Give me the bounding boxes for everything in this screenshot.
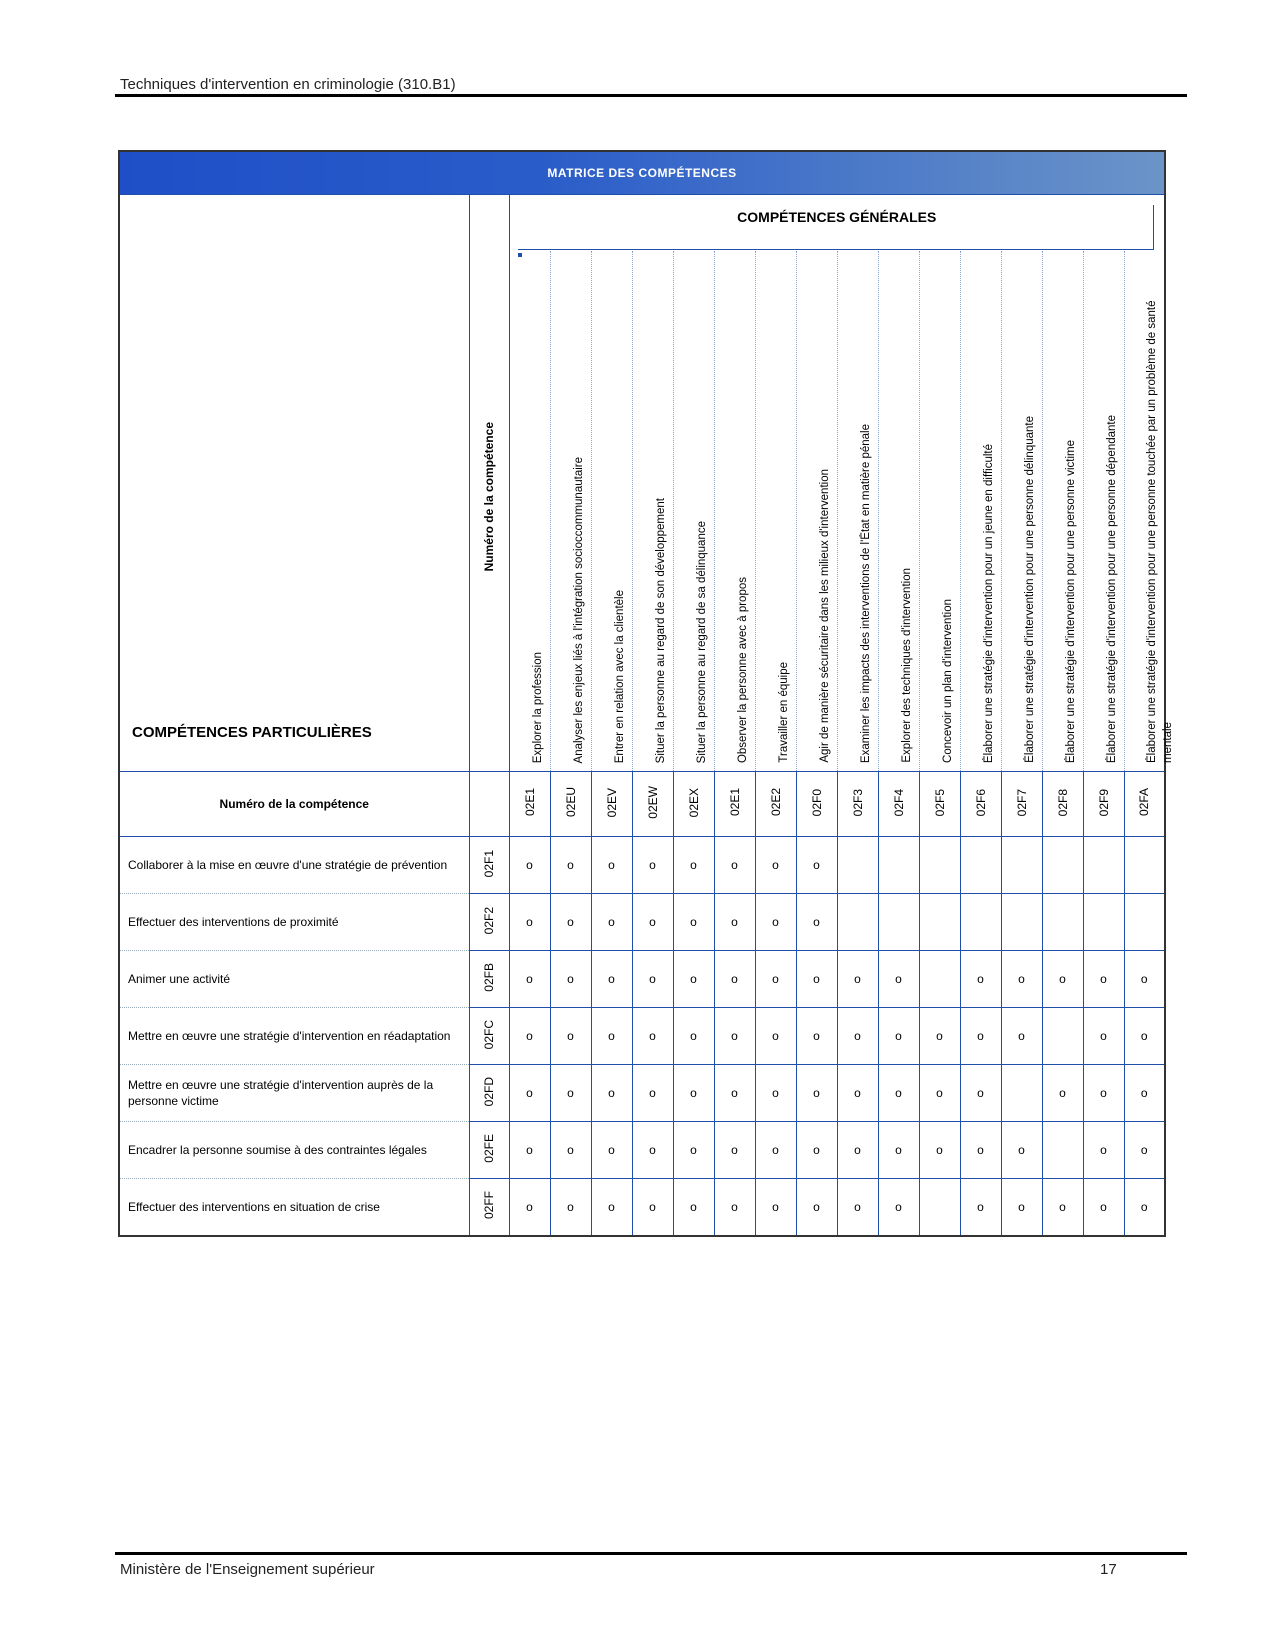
matrix-mark-cell: o [1042,1065,1083,1122]
general-competency-label: Élaborer une stratégie d'intervention pour une personne dépendante [1105,414,1118,763]
particular-competency-code: 02F2 [482,906,496,935]
matrix-mark-cell: o [591,894,632,951]
matrix-mark-cell: o [755,1122,796,1179]
matrix-mark-cell: o [837,1008,878,1065]
particular-competency-code: 02FB [482,963,496,992]
matrix-mark-cell [919,837,960,894]
competency-number-row-label: Numéro de la compétence [119,772,469,837]
matrix-mark-cell: o [714,1179,755,1237]
matrix-mark-cell: o [550,1008,591,1065]
matrix-mark-cell: o [714,1122,755,1179]
matrix-mark-cell: o [755,1179,796,1237]
matrix-mark-cell: o [919,1122,960,1179]
matrix-mark-cell: o [632,894,673,951]
matrix-mark-cell: o [1083,1065,1124,1122]
header-rule [115,94,1187,97]
particular-competency-label: Collaborer à la mise en œuvre d'une stratégie de prévention [119,837,469,894]
matrix-mark-cell [1001,837,1042,894]
general-competency-code-cell [591,772,632,837]
particular-competency-code-cell [469,1065,509,1122]
matrix-mark-cell: o [796,894,837,951]
matrix-mark-cell: o [755,837,796,894]
matrix-mark-cell: o [591,1179,632,1237]
matrix-mark-cell [1124,894,1165,951]
particular-competency-label: Effectuer des interventions de proximité [119,894,469,951]
general-competency-code: 02F5 [932,788,947,817]
matrix-mark-cell: o [755,1065,796,1122]
general-competency-header [1124,251,1175,772]
general-competency-code: 02E1 [727,788,742,817]
matrix-mark-cell [1042,894,1083,951]
matrix-mark-cell: o [632,1008,673,1065]
matrix-mark-cell: o [837,1122,878,1179]
matrix-mark-cell: o [509,894,550,951]
matrix-mark-cell: o [509,1008,550,1065]
matrix-mark-cell: o [714,837,755,894]
matrix-mark-cell: o [714,1008,755,1065]
competency-matrix [118,150,1175,1237]
general-competency-code-cell [632,772,673,837]
matrix-mark-cell: o [1001,1179,1042,1237]
matrix-mark-cell: o [796,837,837,894]
matrix-mark-cell: o [796,951,837,1008]
matrix-mark-cell: o [591,1122,632,1179]
general-competency-code: 02F9 [1096,788,1111,817]
matrix-mark-cell: o [1124,1008,1165,1065]
general-competency-header [714,251,755,772]
general-competency-code: 02F4 [891,788,906,817]
matrix-mark-cell: o [509,1122,550,1179]
matrix-mark-cell [1001,894,1042,951]
general-competency-code: 02F0 [809,788,824,817]
general-competency-header [878,251,919,772]
matrix-mark-cell [837,894,878,951]
particular-competency-code-cell [469,894,509,951]
footer-page-number: 17 [1100,1561,1117,1578]
matrix-mark-cell: o [1001,1122,1042,1179]
table-row [119,894,1165,951]
matrix-mark-cell: o [714,1065,755,1122]
competency-number-empty-cell [469,772,509,837]
matrix-mark-cell: o [755,894,796,951]
matrix-mark-cell: o [1124,951,1165,1008]
particular-competencies-header [119,195,469,772]
matrix-mark-cell: o [878,1122,919,1179]
matrix-mark-cell [1083,894,1124,951]
matrix-mark-cell: o [960,1065,1001,1122]
matrix-mark-cell: o [919,1065,960,1122]
matrix-mark-cell: o [878,1065,919,1122]
general-competency-label: Explorer la profession [531,651,544,763]
general-competency-code-cell [714,772,755,837]
particular-competency-label: Animer une activité [119,951,469,1008]
matrix-mark-cell: o [1001,1008,1042,1065]
particular-competency-label: Mettre en œuvre une stratégie d'intervention en réadaptation [119,1008,469,1065]
matrix-mark-cell: o [509,951,550,1008]
general-competency-label: Agir de manière sécuritaire dans les milieux d'intervention [818,469,831,763]
matrix-mark-cell: o [960,1179,1001,1237]
general-competency-code: 02F8 [1055,788,1070,817]
matrix-mark-cell: o [509,837,550,894]
competency-number-header-label: Numéro de la compétence [482,421,496,571]
matrix-mark-cell: o [919,1008,960,1065]
matrix-mark-cell [1124,837,1165,894]
general-competencies-header [509,195,1165,252]
matrix-mark-cell: o [960,951,1001,1008]
matrix-mark-cell [1001,1065,1042,1122]
matrix-mark-cell: o [591,1065,632,1122]
matrix-mark-cell: o [1001,951,1042,1008]
matrix-mark-cell [919,1179,960,1237]
general-competency-header [837,251,878,772]
general-competency-header [1042,251,1083,772]
particular-competency-label: Effectuer des interventions en situation de crise [119,1179,469,1237]
page-header-title: Techniques d'intervention en criminologie (310.B1) [120,76,456,93]
matrix-mark-cell [1042,1008,1083,1065]
general-competency-code-cell [960,772,1001,837]
general-competency-header [796,251,837,772]
matrix-mark-cell: o [796,1122,837,1179]
general-competency-code-cell [796,772,837,837]
general-competency-label: Observer la personne avec à propos [736,576,749,763]
particular-competency-code-cell [469,1122,509,1179]
general-competency-code-cell [509,772,550,837]
matrix-mark-cell: o [591,1008,632,1065]
particular-competency-code: 02FE [482,1134,496,1163]
general-competency-header [591,251,632,772]
general-competency-header [550,251,591,772]
general-competency-label: Concevoir un plan d'intervention [941,599,954,763]
matrix-mark-cell [1042,837,1083,894]
matrix-mark-cell: o [673,1065,714,1122]
matrix-mark-cell: o [1083,1179,1124,1237]
table-row [119,1065,1165,1122]
general-competency-code: 02EU [563,787,578,818]
matrix-mark-cell: o [714,894,755,951]
general-competency-header [960,251,1001,772]
general-competency-code-cell [1001,772,1042,837]
matrix-mark-cell: o [673,1008,714,1065]
matrix-mark-cell: o [878,1008,919,1065]
particular-competency-label: Encadrer la personne soumise à des contraintes légales [119,1122,469,1179]
table-row [119,951,1165,1008]
matrix-mark-cell: o [796,1008,837,1065]
general-competency-header [632,251,673,772]
general-competency-label: Analyser les enjeux liés à l'intégration socioccommunautaire [572,456,585,763]
matrix-title: MATRICE DES COMPÉTENCES [119,151,1165,195]
matrix-mark-cell: o [1083,1008,1124,1065]
matrix-mark-cell [960,837,1001,894]
general-competency-code-cell [550,772,591,837]
general-competency-code: 02F3 [850,788,865,817]
matrix-mark-cell: o [796,1065,837,1122]
general-competency-label: Travailler en équipe [777,662,790,763]
general-competency-code: 02EW [645,786,660,819]
matrix-mark-cell: o [1124,1065,1165,1122]
competency-number-header [469,195,509,772]
matrix-mark-cell [1042,1122,1083,1179]
matrix-mark-cell: o [1042,1179,1083,1237]
matrix-mark-cell: o [714,951,755,1008]
matrix-mark-cell: o [509,1179,550,1237]
general-competency-code: 02E1 [522,788,537,817]
matrix-mark-cell: o [755,951,796,1008]
matrix-mark-cell [919,951,960,1008]
general-competency-code: 02F6 [973,788,988,817]
general-competency-code: 02F7 [1014,788,1029,817]
matrix-mark-cell: o [550,894,591,951]
matrix-mark-cell: o [755,1008,796,1065]
matrix-mark-cell: o [509,1065,550,1122]
matrix-mark-cell: o [673,894,714,951]
general-competency-label: Élaborer une stratégie d'intervention pour une personne victime [1064,439,1077,763]
matrix-mark-cell: o [1042,951,1083,1008]
general-competency-label: Élaborer une stratégie d'intervention pour un jeune en difficulté [982,443,995,763]
general-competency-code-cell [878,772,919,837]
matrix-mark-cell: o [1083,1122,1124,1179]
matrix-mark-cell: o [632,837,673,894]
matrix-mark-cell: o [591,951,632,1008]
matrix-mark-cell: o [673,837,714,894]
general-competency-code: 02EV [604,787,619,818]
matrix-mark-cell [878,837,919,894]
particular-competency-code-cell [469,951,509,1008]
matrix-mark-cell: o [550,1065,591,1122]
matrix-mark-cell: o [960,1008,1001,1065]
matrix-mark-cell [919,894,960,951]
matrix-mark-cell: o [550,1122,591,1179]
particular-competency-code: 02F1 [482,849,496,878]
table-row [119,1179,1165,1237]
matrix-mark-cell: o [837,951,878,1008]
general-competency-code: 02EX [686,787,701,818]
general-competency-code-cell [755,772,796,837]
matrix-mark-cell [960,894,1001,951]
matrix-mark-cell: o [837,1179,878,1237]
matrix-mark-cell: o [632,1122,673,1179]
particular-competencies-title: COMPÉTENCES PARTICULIÈRES [132,724,372,741]
table-row [119,837,1165,894]
general-competency-code-cell [1042,772,1083,837]
matrix-mark-cell: o [1124,1122,1165,1179]
footer-ministry: Ministère de l'Enseignement supérieur [120,1561,375,1578]
general-competency-code-cell [919,772,960,837]
matrix-mark-cell: o [632,1179,673,1237]
matrix-mark-cell: o [550,1179,591,1237]
general-competency-header [509,251,550,772]
particular-competency-label: Mettre en œuvre une stratégie d'intervention auprès de la personne victime [119,1065,469,1122]
footer-rule [115,1552,1187,1555]
general-competency-label: Élaborer une stratégie d'intervention pour une personne délinquante [1023,416,1036,763]
matrix-mark-cell [878,894,919,951]
general-competency-label: Explorer des techniques d'intervention [900,568,913,763]
general-competencies-title: COMPÉTENCES GÉNÉRALES [737,209,937,225]
general-competency-label: Situer la personne au regard de sa délinquance [695,520,708,763]
particular-competency-code: 02FF [482,1191,496,1220]
matrix-mark-cell: o [960,1122,1001,1179]
matrix-mark-cell: o [878,951,919,1008]
general-competency-code: 02E2 [768,788,783,817]
table-row [119,1122,1165,1179]
general-competency-code-cell [1083,772,1124,837]
matrix-mark-cell [1083,837,1124,894]
matrix-mark-cell: o [673,1179,714,1237]
general-competency-header [755,251,796,772]
general-competency-header [673,251,714,772]
matrix-mark-cell: o [550,837,591,894]
general-competency-label: Entrer en relation avec la clientèle [613,589,626,763]
matrix-mark-cell: o [878,1179,919,1237]
general-competency-code: 02FA [1137,788,1152,817]
matrix-mark-cell: o [632,1065,673,1122]
particular-competency-code-cell [469,837,509,894]
table-row [119,1008,1165,1065]
matrix-mark-cell: o [550,951,591,1008]
general-competency-label: Examiner les impacts des interventions de l'État en matière pénale [859,423,872,763]
general-competency-code-cell [837,772,878,837]
general-competency-code-cell [673,772,714,837]
general-competency-header [1001,251,1042,772]
particular-competency-code: 02FC [482,1019,496,1050]
general-competency-label: Situer la personne au regard de son développement [654,497,667,763]
matrix-mark-cell: o [796,1179,837,1237]
particular-competency-code-cell [469,1008,509,1065]
matrix-mark-cell: o [1124,1179,1165,1237]
general-bracket-line [518,249,1155,250]
general-competency-label: Élaborer une stratégie d'intervention pour une personne touchée par un problème de santé mentale [1146,300,1175,763]
matrix-mark-cell: o [591,837,632,894]
matrix-mark-cell [837,837,878,894]
matrix-mark-cell: o [673,1122,714,1179]
matrix-mark-cell: o [673,951,714,1008]
particular-competency-code: 02FD [482,1076,496,1107]
general-competency-header [1083,251,1124,772]
matrix-mark-cell: o [1083,951,1124,1008]
general-competency-header [919,251,960,772]
general-competency-code-cell [1124,772,1165,837]
particular-competency-code-cell [469,1179,509,1237]
matrix-mark-cell: o [632,951,673,1008]
matrix-mark-cell: o [837,1065,878,1122]
